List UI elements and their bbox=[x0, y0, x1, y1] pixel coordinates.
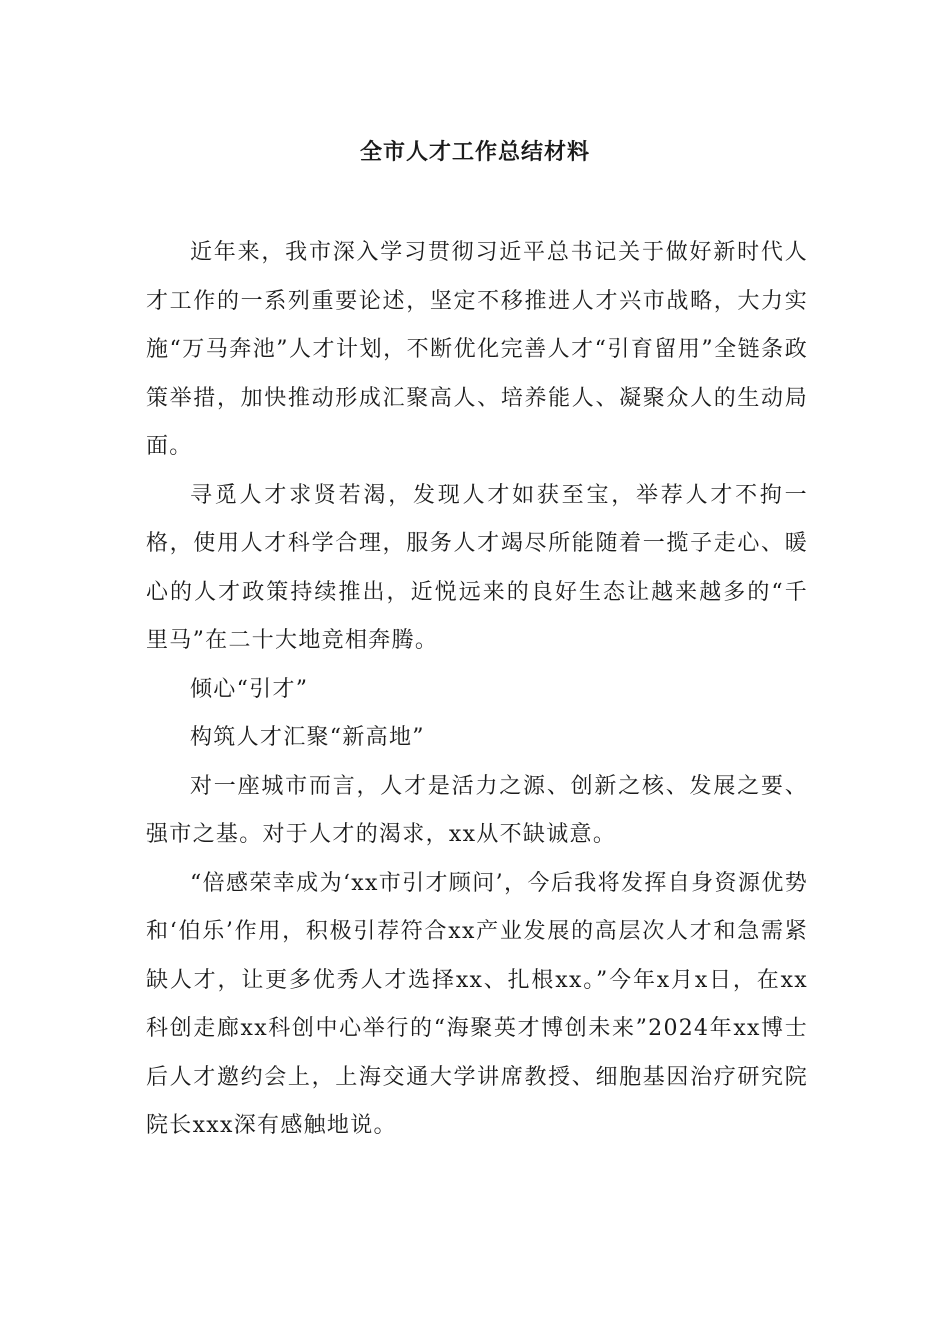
paragraph-intro: 近年来，我市深入学习贯彻习近平总书记关于做好新时代人才工作的一系列重要论述，坚定不移推进人才兴市战略，大力实施“万马奔池”人才计划，不断优化完善人才“引育留用”全链条政策举措，加快推动形成汇聚高人、培养能人、凝聚众人的生动局面。 bbox=[146, 240, 808, 459]
paragraph-talent-search: 寻觅人才求贤若渴，发现人才如获至宝，举荐人才不拘一格，使用人才科学合理，服务人才竭尽所能随着一揽子走心、暖心的人才政策持续推出，近悦远来的良好生态让越来越多的“千里马”在二十大地竞相奔腾。 bbox=[146, 482, 808, 653]
section-subheading: 构筑人才汇聚“新高地” bbox=[190, 725, 425, 750]
paragraph-city-talent: 对一座城市而言，人才是活力之源、创新之核、发展之要、强市之基。对于人才的渴求，xx从不缺诚意。 bbox=[146, 773, 808, 847]
paragraph-quote: “倍感荣幸成为‘xx市引才顾问’，今后我将发挥自身资源优势和‘伯乐’作用，积极引荐符合xx产业发展的高层次人才和急需紧缺人才，让更多优秀人才选择xx、扎根xx。”今年x月x日，在xx科创走廊xx科创中心举行的“海聚英才博创未来”2024年xx博士后人才邀约会上，上海交通大学讲席教授、细胞基因治疗研究院院长xxx深有感触地说。 bbox=[146, 870, 808, 1138]
document-body bbox=[146, 229, 808, 1151]
document-title: 全市人才工作总结材料 bbox=[359, 139, 590, 165]
section-heading: 倾心“引才” bbox=[190, 676, 309, 702]
